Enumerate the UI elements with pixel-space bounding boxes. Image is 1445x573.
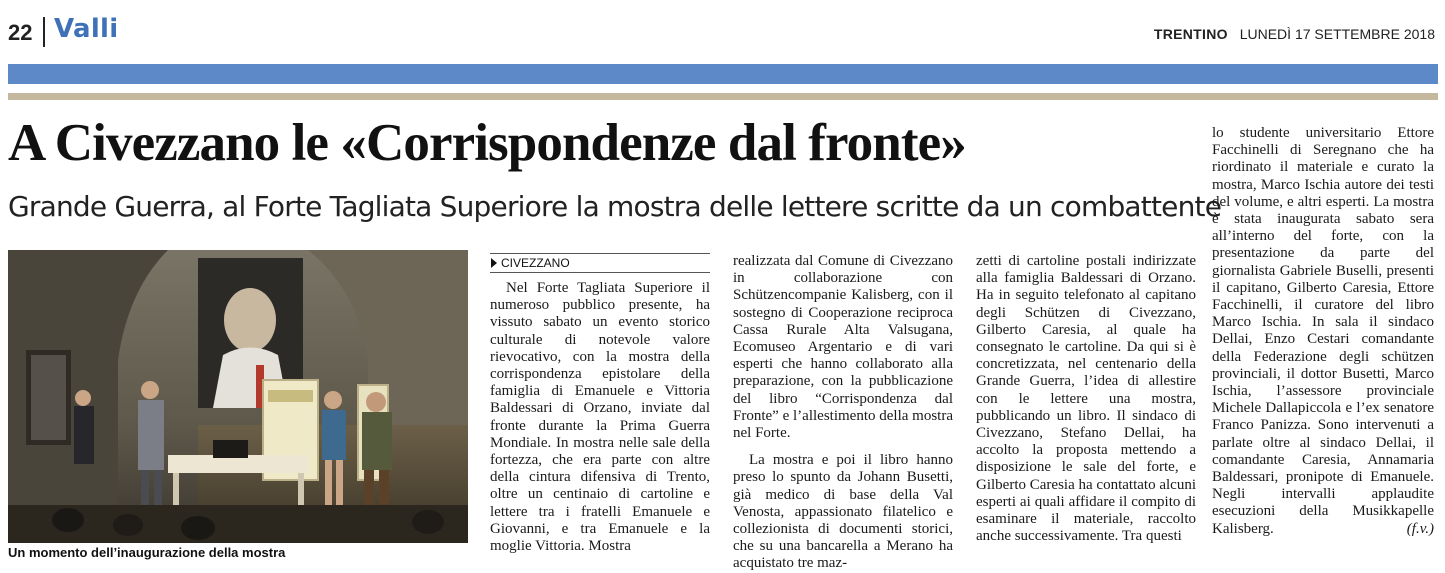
newspaper-name: TRENTINO	[1153, 26, 1228, 42]
dateline-marker-icon	[491, 258, 497, 268]
body-paragraph: realizzata dal Comune di Civezzano in collaborazione con Schützencompanie Kalisberg, con il sostegno di Cooperazione reciproca Cassa Rurale Alta Valsugana, Ecomuseo Argentario e di vari esperti che hanno collaborato alla preparazione, con la pubblicazione del libro “Corrispondenza dal Fronte” e l’allestimento della mostra nel Forte.	[733, 253, 953, 442]
body-text: lo studente universitario Ettore Facchinelli di Seregnano che ha riordinato il materiale e curato la mostra, Marco Ischia autore dei testi del volume, e altri esperti. La mostra è stata inaugurata sabato sera all’interno del forte, con la presentazione da parte del giornalista Gabriele Buselli, presenti il capitano, Gilberto Caresia, Ettore Facchinelli, il curatore del libro Marco Ischia. In sala il sindaco Dellai, Enzo Cestari comandante della Federazione degli schützen provinciali, il dottor Busetti, Marco Ischia, l’assessore provinciale Michele Dallapiccola e l’ex senatore Franco Panizza. Sono intervenuti a parlate oltre al sindaco Dellai, il comandante Caresia, Annamaria Baldessari, pronipote di Emanuele. Negli intervalli applaudite esecuzioni della Musikkapelle Kalisberg.	[1212, 125, 1434, 537]
header-divider	[43, 17, 45, 47]
section-title: Valli	[54, 14, 119, 44]
article-headline: A Civezzano le «Corrispondenze dal fronte»	[8, 114, 966, 172]
page-header	[0, 0, 1445, 60]
body-paragraph: Nel Forte Tagliata Superiore il numeroso pubblico presente, ha vissuto sabato un evento storico culturale di notevole valore rievocativo, con la mostra della corrispondenza epistolare della famiglia di Emanuele e Vittoria Baldessari di Orzano, inviate dal fronte durante la Prima Guerra Mondiale. In mostra nelle sale della fortezza, che era parte con altre della cintura difensiva di Trento, oltre un centinaio di cartoline e lettere tra i fratelli Emanuele e Giovanni, e tra Emanuele e la moglie Vittoria. Mostra	[490, 280, 710, 555]
masthead	[1154, 26, 1435, 42]
article-subheadline: Grande Guerra, al Forte Tagliata Superiore la mostra delle lettere scritte da un combattente	[8, 190, 1222, 223]
photo-caption: Un momento dell’inaugurazione della mostra	[8, 545, 286, 560]
dateline	[490, 253, 710, 273]
article-photo	[8, 250, 468, 543]
page-number: 22	[8, 20, 33, 45]
body-paragraph: zetti di cartoline postali indirizzate alla famiglia Baldessari di Orzano. Ha in seguito telefonato al capitano degli Schützen di Civezzano, Gilberto Caresia, al quale ha consegnato le cartoline. Da qui si è concretizzata, nel centenario della Grande Guerra, l’idea di allestire con le lettere una mostra, pubblicando un libro. Il sindaco di Civezzano, Stefano Dellai, ha accolto la proposta mettendo a disposizione le sale del forte, e Gilberto Caresia ha contattato alcuni esperti ai quali affidare il compito di esaminare il materiale, raccolto anche successivamente. Tra questi	[976, 253, 1196, 545]
author-signature: (f.v.)	[1406, 520, 1434, 537]
article-top-rule	[8, 93, 1438, 100]
issue-date: LUNEDÌ 17 SETTEMBRE 2018	[1239, 26, 1435, 42]
body-paragraph: La mostra e poi il libro hanno preso lo spunto da Johann Busetti, già medico di base della Val Venosta, appassionato filatelico e collezionista di documenti storici, che su una bancarella a Merano ha acquistato tre maz-	[733, 452, 953, 572]
body-paragraph	[1212, 125, 1434, 538]
dateline-text: CIVEZZANO	[501, 256, 570, 270]
header-color-band	[8, 64, 1438, 84]
article-column-2	[733, 253, 953, 573]
article-column-4	[1212, 125, 1434, 538]
article-column-3	[976, 253, 1196, 545]
article-column-1	[490, 280, 710, 555]
